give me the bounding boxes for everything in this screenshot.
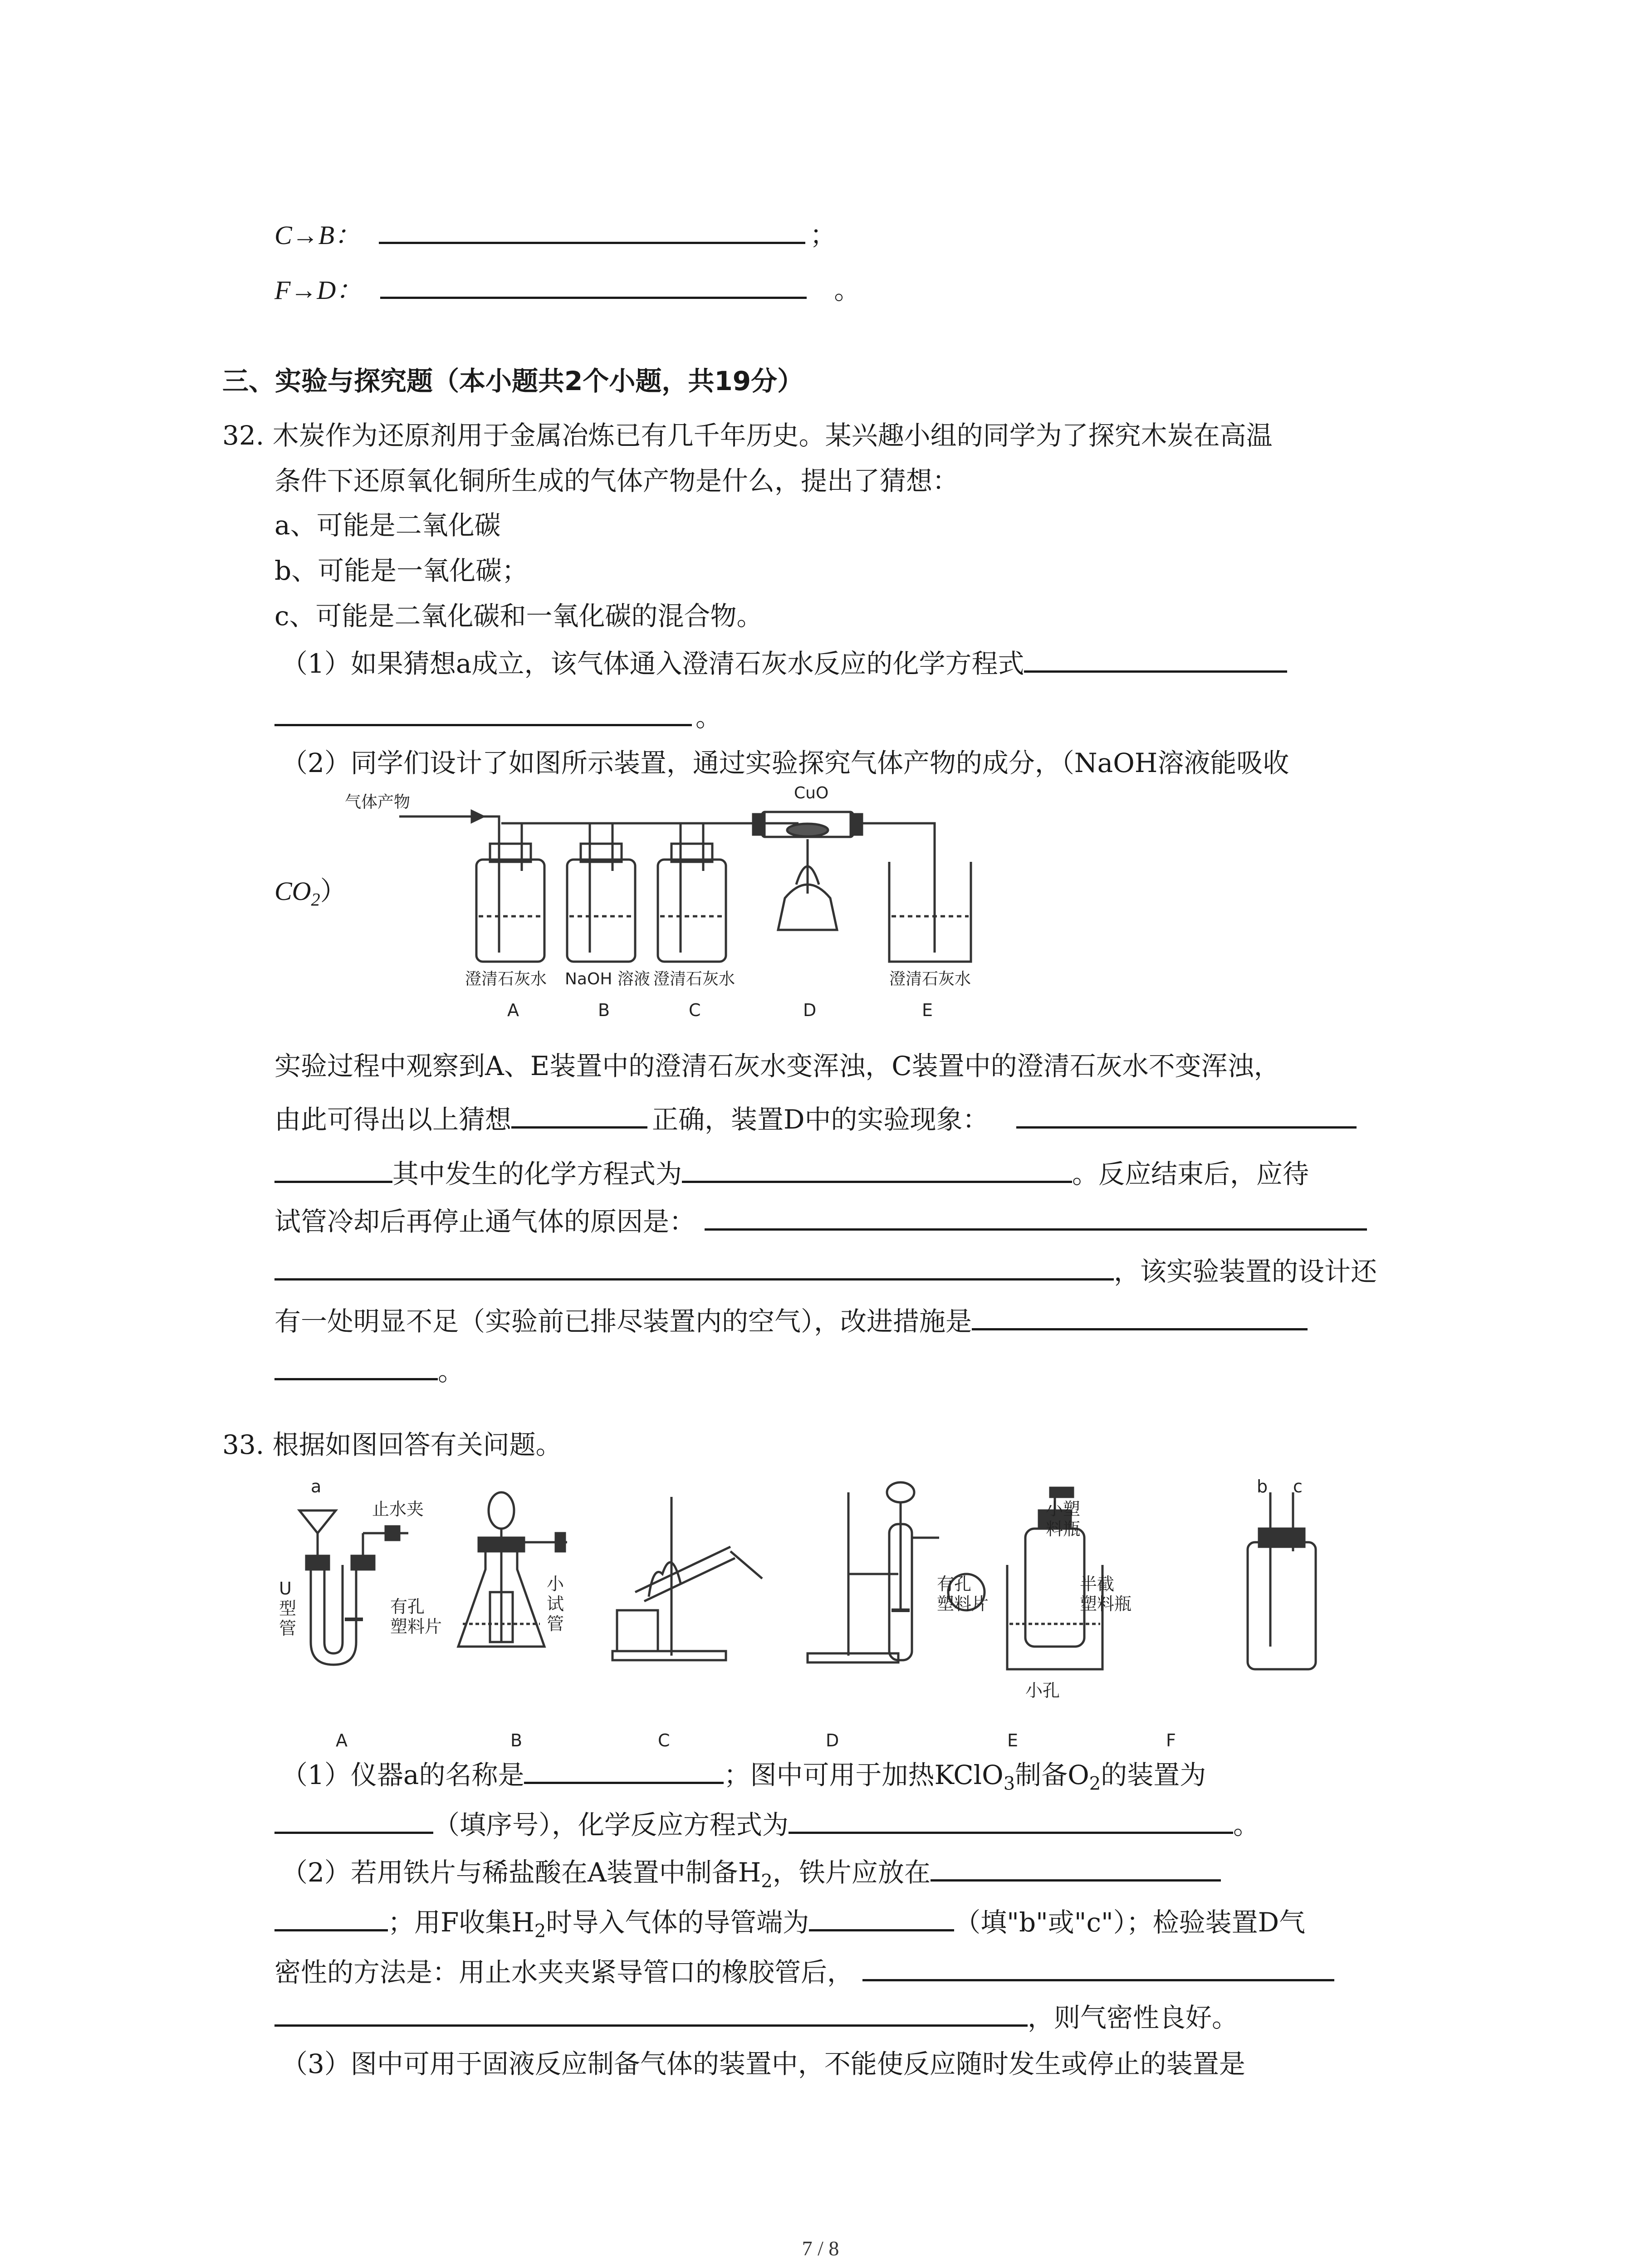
label-u-tube: [279, 1579, 296, 1638]
q32-guess-c: c、可能是二氧化碳和一氧化碳的混合物。: [274, 601, 763, 631]
q33-p1-d: 的装置为: [1101, 1760, 1206, 1790]
label-plate-a-1: 有孔: [390, 1597, 425, 1617]
co2-formula: CO: [274, 876, 311, 906]
q33-p2-line2-b: 时导入气体的导管端为: [546, 1907, 809, 1938]
q33-p2-line2-c: （填"b"或"c"）；检验装置D气: [954, 1907, 1306, 1938]
q33-intro: 33. 根据如图回答有关问题。: [222, 1429, 562, 1460]
answer-blank[interactable]: [274, 1154, 392, 1183]
co2-subscript: 2: [311, 889, 320, 910]
co2-close-paren: ）: [320, 876, 347, 906]
answer-blank[interactable]: [972, 1302, 1308, 1330]
q33-p2-line4: ，则气密性良好。: [1028, 2002, 1239, 2033]
section-title: 三、实验与探究题（本小题共2个小题，共19分）: [222, 366, 804, 396]
answer-blank[interactable]: [380, 270, 807, 299]
fig-letter-c: C: [689, 1000, 701, 1020]
label-beaker-e: 澄清石灰水: [889, 970, 971, 988]
label-plate-d: [937, 1574, 989, 1614]
fig-letter-e: E: [922, 1000, 933, 1020]
label-hole: 小孔: [1025, 1681, 1060, 1701]
answer-blank[interactable]: [379, 215, 805, 244]
fig33-letter-a: A: [336, 1730, 348, 1750]
fig33-letter-e: E: [1007, 1730, 1019, 1750]
q32-obs6: 有一处明显不足（实验前已排尽装置内的空气），改进措施是: [274, 1306, 972, 1337]
q32-obs2-b: 正确，装置D中的实验现象：: [652, 1104, 989, 1135]
q33-p1-a: （1）仪器a的名称是: [281, 1760, 524, 1790]
q33-p2-line2-a: ；用F收集H: [388, 1907, 534, 1938]
q33-part1: [281, 1755, 1206, 1802]
answer-blank[interactable]: [274, 1252, 1114, 1281]
q33-part3: （3）图中可用于固液反应制备气体的装置中，不能使反应随时发生或停止的装置是: [281, 2048, 1245, 2079]
answer-blank[interactable]: [931, 1853, 1221, 1882]
label-small-tube-3: 管: [547, 1614, 564, 1634]
label-clamp: 止水夹: [372, 1499, 424, 1519]
q32-intro-1: 32. 木炭作为还原剂用于金属冶炼已有几千年历史。某兴趣小组的同学为了探究木炭在高温: [222, 420, 1273, 451]
q32-part1-line2: [274, 698, 722, 735]
label-plate-d-1: 有孔: [937, 1574, 972, 1594]
answer-blank[interactable]: [682, 1154, 1072, 1183]
label-gas-product: 气体产物: [345, 793, 411, 811]
answer-blank[interactable]: [274, 1998, 1028, 2027]
q32-apparatus-figure: [345, 780, 1007, 998]
fig33-letter-b: B: [510, 1730, 523, 1750]
q33-p1-c-sub: 2: [1089, 1773, 1101, 1794]
answer-blank[interactable]: [274, 1903, 388, 1931]
q33-p2-line3: 密性的方法是：用止水夹夹紧导管口的橡胶管后，: [274, 1957, 854, 1988]
q32-observation-2: [274, 1100, 1357, 1138]
q31-line-cb-prefix: C→B：: [274, 220, 361, 250]
q32-part1-text: （1）如果猜想a成立，该气体通入澄清石灰水反应的化学方程式: [281, 648, 1024, 679]
label-c: c: [1293, 1476, 1303, 1496]
answer-blank[interactable]: [789, 1805, 1233, 1834]
fig-letter-b: B: [598, 1000, 610, 1020]
answer-blank[interactable]: [274, 1352, 438, 1380]
q31-line-fd-prefix: F→D：: [274, 275, 362, 305]
label-small-tube-1: 小: [547, 1574, 564, 1594]
q32-part2: （2）同学们设计了如图所示装置，通过实验探究气体产物的成分，（NaOH溶液能吸收: [281, 748, 1289, 778]
label-cuo: CuO: [794, 784, 829, 802]
q33-p2-line2-sub: 2: [534, 1921, 546, 1942]
q33-p1-line2-a: （填序号），化学反应方程式为: [433, 1809, 789, 1840]
label-b: b: [1257, 1476, 1268, 1496]
q32-obs7-end: 。: [438, 1356, 465, 1387]
answer-blank[interactable]: [511, 1100, 647, 1129]
answer-blank[interactable]: [1016, 1100, 1357, 1129]
q33-part2-line2: [274, 1903, 1305, 1950]
q33-apparatus-figure: [272, 1474, 1325, 1715]
q33-part1-line2: [274, 1805, 1259, 1843]
q32-observation-6: [274, 1302, 1308, 1339]
q32-observation-4: [274, 1202, 1367, 1240]
q32-obs5: ，该实验装置的设计还: [1114, 1256, 1377, 1287]
q32-obs2-a: 由此可得出以上猜想: [274, 1104, 512, 1135]
label-a: a: [311, 1476, 322, 1496]
q31-line-fd: [274, 270, 860, 308]
label-plate-d-2: 塑料片: [937, 1594, 989, 1614]
q33-p2-b: ，铁片应放在: [772, 1857, 931, 1888]
fig33-letter-d: D: [826, 1730, 839, 1750]
q31-line-cb: [274, 215, 836, 254]
answer-blank[interactable]: [274, 1805, 433, 1834]
q33-p1-b-sub: 3: [1003, 1773, 1015, 1794]
answer-blank[interactable]: [524, 1755, 724, 1784]
q32-part1: [281, 644, 1287, 682]
label-u-tube-1: U: [279, 1579, 292, 1598]
q33-part2: [281, 1853, 1221, 1900]
label-small-tube: [547, 1574, 564, 1634]
page-number: 7 / 8: [802, 2237, 839, 2260]
label-small-tube-2: 试: [547, 1594, 564, 1614]
label-bottle-c: 澄清石灰水: [653, 970, 735, 988]
label-small-bottle-2: 料瓶: [1046, 1519, 1081, 1539]
q32-part1-end: 。: [696, 702, 722, 733]
answer-blank[interactable]: [705, 1202, 1367, 1231]
label-plate-a-2: 塑料片: [390, 1617, 442, 1637]
fig33-letter-f: F: [1166, 1730, 1176, 1750]
fig33-letter-c: C: [658, 1730, 670, 1750]
q32-intro-2: 条件下还原氧化铜所生成的气体产物是什么，提出了猜想：: [274, 465, 959, 496]
q32-guess-b: b、可能是一氧化碳；: [274, 555, 529, 586]
label-u-tube-3: 管: [279, 1618, 297, 1638]
answer-blank[interactable]: [862, 1953, 1334, 1981]
answer-blank[interactable]: [809, 1903, 954, 1931]
fig-letter-a: A: [507, 1000, 519, 1020]
q32-observation-7: [274, 1352, 464, 1389]
q33-part2-line4: [274, 1998, 1238, 2036]
label-half-bottle-2: 塑料瓶: [1080, 1594, 1132, 1614]
label-half-bottle: [1080, 1574, 1132, 1614]
answer-blank[interactable]: [1024, 644, 1287, 673]
q32-part2-co2: [274, 873, 347, 918]
q33-p2-a: （2）若用铁片与稀盐酸在A装置中制备H: [281, 1857, 761, 1888]
label-small-bottle-1: 小塑: [1046, 1499, 1081, 1519]
label-bottle-b: NaOH 溶液: [565, 970, 650, 988]
q32-observation-5: [274, 1252, 1377, 1290]
q33-part2-line3: [274, 1953, 1334, 1990]
label-small-bottle: [1046, 1499, 1080, 1539]
label-bottle-a: 澄清石灰水: [465, 970, 547, 988]
label-half-bottle-1: 半截: [1080, 1574, 1115, 1594]
q32-observation-3: [274, 1154, 1309, 1192]
q31-line-cb-suffix: ；: [810, 220, 837, 250]
q33-p2-a-sub: 2: [761, 1871, 773, 1892]
q33-p1-line2-end: 。: [1233, 1809, 1260, 1840]
fig-letter-d: D: [803, 1000, 817, 1020]
q33-p1-c: 制备O: [1015, 1760, 1089, 1790]
q32-observation-1: 实验过程中观察到A、E装置中的澄清石灰水变浑浊，C装置中的澄清石灰水不变浑浊，: [274, 1051, 1280, 1081]
q33-p1-b: ；图中可用于加热KClO: [724, 1760, 1004, 1790]
q32-obs3-a: 其中发生的化学方程式为: [392, 1158, 682, 1189]
q32-guess-a: a、可能是二氧化碳: [274, 510, 501, 541]
q32-obs3-b: 。反应结束后，应待: [1072, 1158, 1309, 1189]
label-plate-a: [390, 1597, 442, 1637]
answer-blank[interactable]: [274, 698, 692, 726]
q31-line-fd-suffix: 。: [834, 275, 861, 305]
q32-obs4: 试管冷却后再停止通气体的原因是：: [274, 1206, 696, 1237]
label-u-tube-2: 型: [279, 1598, 297, 1618]
